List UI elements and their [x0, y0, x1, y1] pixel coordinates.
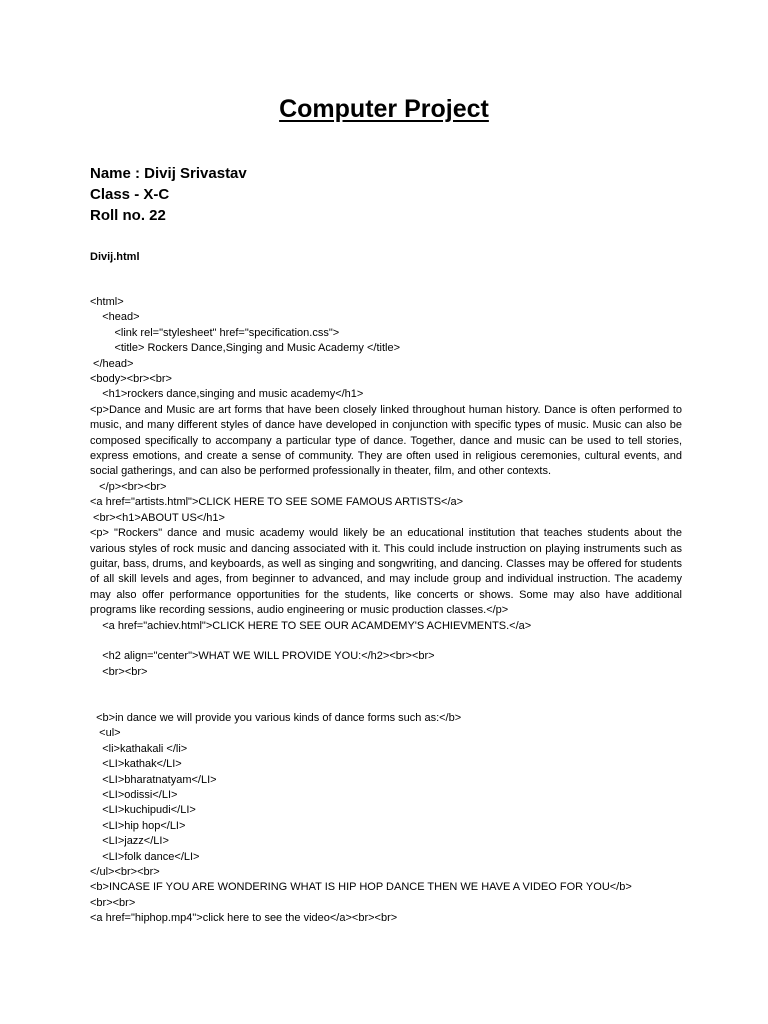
code-line: <LI>folk dance</LI>	[90, 850, 200, 863]
code-line: <html>	[90, 296, 124, 308]
student-name: Name : Divij Srivastav	[90, 165, 247, 182]
student-info	[90, 163, 247, 226]
code-line: <head>	[90, 311, 140, 324]
code-line	[90, 634, 682, 649]
code-block-list	[90, 619, 682, 927]
code-line: <ul>	[90, 727, 121, 740]
file-name: Divij.html	[90, 251, 140, 263]
code-line: </head>	[90, 357, 134, 370]
code-line: <link rel="stylesheet" href="specification.css">	[90, 326, 340, 339]
code-line: <a href="artists.html">CLICK HERE TO SEE SOME FAMOUS ARTISTS</a>	[90, 496, 464, 509]
code-line: <h1>rockers dance,singing and music academy</h1>	[90, 388, 364, 401]
code-line: <a href="achiev.html">CLICK HERE TO SEE OUR ACAMDEMY'S ACHIEVMENTS.</a>	[90, 619, 532, 632]
code-line: <LI>odissi</LI>	[90, 788, 178, 801]
code-line: <LI>kuchipudi</LI>	[90, 804, 196, 817]
code-line	[90, 696, 682, 711]
code-line: <b>in dance we will provide you various kinds of dance forms such as:</b>	[90, 711, 462, 724]
code-line: <h2 align="center">WHAT WE WILL PROVIDE YOU:</h2><br><br>	[90, 650, 435, 663]
code-line: <a href="hiphop.mp4">click here to see the video</a><br><br>	[90, 912, 398, 925]
code-listing	[90, 295, 682, 927]
code-block-links	[90, 480, 682, 526]
code-line: </p><br><br>	[90, 480, 167, 493]
code-block-head	[90, 295, 682, 403]
code-line: <br><br>	[90, 896, 136, 909]
student-roll: Roll no. 22	[90, 207, 166, 224]
code-line: <body><br><br>	[90, 373, 172, 386]
code-paragraph-intro: <p>Dance and Music are art forms that have been closely linked throughout human history. Dance is often performed to music, and many different styles of dance have developed in conjunction with specific types of music. Music can also be composed specifically to accompany a particular type of dance. Together, dance and music can be used to tell stories, express emotions, and create a sense of community. They are often used in religious ceremonies, cultural events, and social gatherings, and can also be performed professionally in theater, film, and other contexts.	[90, 403, 682, 478]
code-line: <LI>bharatnatyam</LI>	[90, 773, 217, 786]
code-line: <br><h1>ABOUT US</h1>	[90, 511, 225, 524]
code-line: <LI>kathak</LI>	[90, 758, 182, 771]
code-line: <li>kathakali </li>	[90, 742, 188, 755]
code-line: <b>INCASE IF YOU ARE WONDERING WHAT IS HIP HOP DANCE THEN WE HAVE A VIDEO FOR YOU</b>	[90, 881, 632, 894]
page-title: Computer Project	[279, 95, 489, 123]
code-line: <LI>jazz</LI>	[90, 835, 169, 848]
code-line	[90, 680, 682, 695]
code-line: </ul><br><br>	[90, 865, 160, 878]
code-paragraph-about: <p> "Rockers" dance and music academy would likely be an educational institution that teaches students about the various styles of rock music and dancing associated with it. This could include instruction on playing instruments such as guitar, bass, drums, and keyboards, as well as singing and songwriting, and dancing. Classes may be offered for students of all skill levels and ages, from beginner to advanced, and may include group and individual instruction. The academy may also offer performance opportunities for the students, like concerts or shows. Some may also have additional programs like recording sessions, audio engineering or music production classes.</p>	[90, 527, 682, 617]
code-line: <br><br>	[90, 665, 148, 678]
code-line: <LI>hip hop</LI>	[90, 819, 186, 832]
code-line: <title> Rockers Dance,Singing and Music Academy </title>	[90, 342, 400, 355]
student-class: Class - X-C	[90, 186, 170, 203]
